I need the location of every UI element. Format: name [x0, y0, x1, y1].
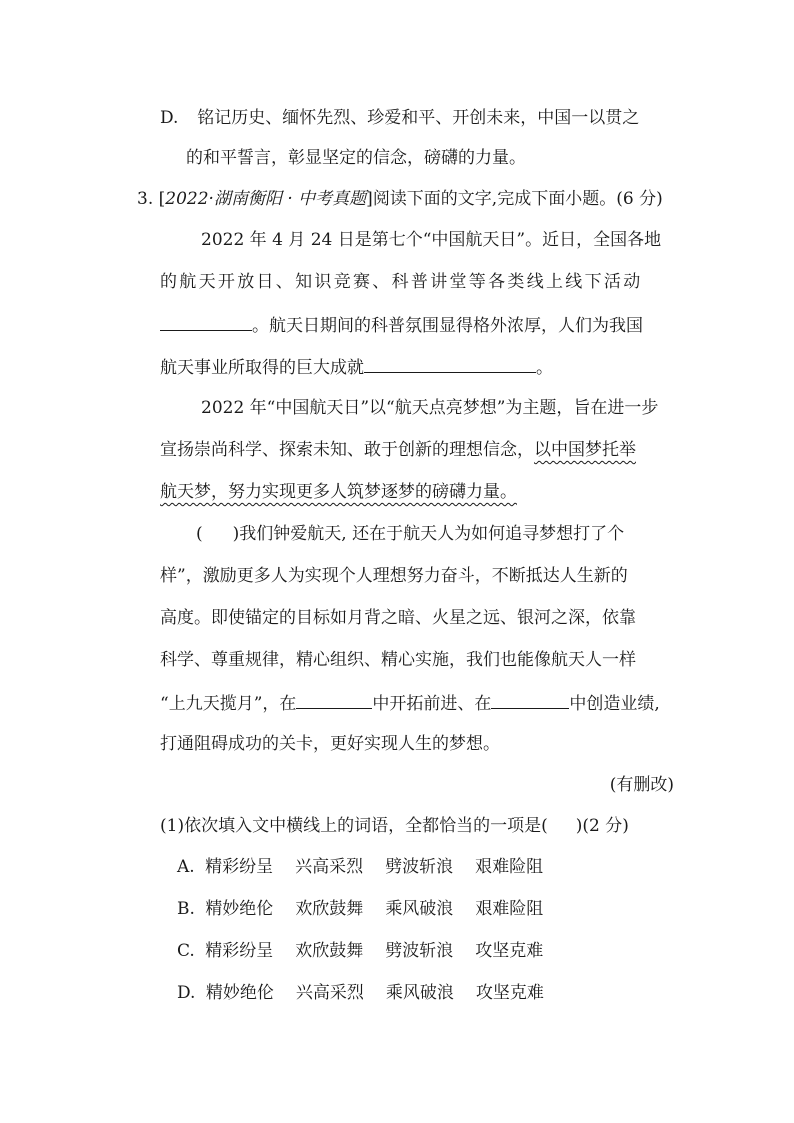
- option-text-continued: 的和平誓言，彰显坚定的信念，磅礴的力量。: [186, 148, 526, 168]
- passage-text: 中开拓前进、在: [372, 694, 492, 714]
- option-label: C.: [177, 941, 195, 961]
- option-word: 攻坚克难: [475, 983, 544, 1003]
- bracket-close: ]: [366, 189, 373, 209]
- option-word: 劈波斩浪: [385, 941, 454, 961]
- passage-text: 的航天开放日、知识竞赛、科普讲堂等各类线上线下活动: [160, 272, 643, 292]
- option-word: 欢欣鼓舞: [295, 941, 364, 961]
- prompt-text: )(2 分): [575, 816, 629, 836]
- passage-p3-line2: [160, 564, 628, 588]
- note-text: (有删改): [609, 775, 674, 795]
- paren-open: (: [196, 524, 203, 544]
- option-word: 兴高采烈: [295, 857, 364, 877]
- question-3-header: [137, 187, 663, 211]
- option-word: 艰难险阻: [475, 899, 544, 919]
- prompt-text: (1)依次填入文中横线上的词语，全都恰当的一项是(: [160, 816, 548, 836]
- passage-text: 科学、尊重规律，精心组织、精心实施，我们也能像航天人一样: [160, 650, 636, 670]
- passage-p3-line5: [160, 690, 660, 716]
- fill-blank-1[interactable]: [160, 312, 252, 331]
- bracket-open: [: [158, 189, 166, 209]
- option-word: 乘风破浪: [385, 899, 454, 919]
- passage-text: 。航天日期间的科普氛围显得格外浓厚，人们为我国: [252, 316, 643, 336]
- fill-blank-4[interactable]: [491, 690, 569, 709]
- passage-text: 中创造业绩,: [569, 694, 660, 714]
- option-word: 欢欣鼓舞: [295, 899, 364, 919]
- option-label: D.: [160, 108, 179, 128]
- option-word: 精彩纷呈: [205, 857, 274, 877]
- question-instruction: 阅读下面的文字,完成下面小题。(6 分): [372, 189, 663, 209]
- passage-text: 我们钟爱航天, 还在于航天人为如何追寻梦想打了个: [239, 524, 625, 544]
- passage-text: 宣扬崇尚科学、探索未知、敢于创新的理想信念，: [160, 440, 534, 460]
- paren-close: ): [232, 524, 240, 544]
- option-d-previous-line2: [186, 146, 526, 170]
- passage-p2-line1: [201, 396, 658, 420]
- passage-p2-line3: [160, 480, 517, 504]
- passage-p1-line2: [160, 270, 643, 294]
- option-word: 乘风破浪: [385, 983, 454, 1003]
- option-d-previous-line1: [160, 106, 639, 130]
- passage-p3-line1: [196, 522, 624, 546]
- option-b[interactable]: [177, 897, 543, 921]
- option-word: 劈波斩浪: [385, 857, 454, 877]
- fill-blank-2[interactable]: [364, 354, 536, 373]
- question-source: 2022·湖南衡阳 · 中考真题: [165, 189, 367, 209]
- option-d[interactable]: [177, 981, 544, 1005]
- option-word: 精妙绝伦: [205, 899, 274, 919]
- option-word: 艰难险阻: [475, 857, 544, 877]
- option-a[interactable]: [177, 855, 543, 879]
- option-label: B.: [177, 899, 195, 919]
- passage-p3-line6: [160, 732, 500, 756]
- question-number: 3.: [137, 189, 154, 209]
- fill-blank-3[interactable]: [296, 690, 372, 709]
- option-label: D.: [177, 983, 196, 1003]
- option-word: 精妙绝伦: [205, 983, 274, 1003]
- passage-text: 打通阻碍成功的关卡，更好实现人生的梦想。: [160, 734, 500, 754]
- passage-text: 样”，激励更多人为实现个人理想努力奋斗，不断抵达人生新的: [160, 566, 628, 586]
- passage-p3-line3: [160, 606, 636, 630]
- passage-p1-line4: [160, 354, 553, 380]
- passage-text: 2022 年“中国航天日”以“航天点亮梦想”为主题，旨在进一步: [201, 398, 659, 418]
- option-word: 精彩纷呈: [205, 941, 274, 961]
- passage-text: “上九天揽月”，在: [160, 694, 297, 714]
- option-label: A.: [177, 857, 195, 877]
- underlined-sentence: 航天梦，努力实现更多人筑梦逐梦的磅礴力量。: [160, 482, 517, 502]
- passage-text: 航天事业所取得的巨大成就: [160, 358, 364, 378]
- passage-p3-line4: [160, 648, 636, 672]
- abridged-note: [610, 773, 674, 797]
- passage-p2-line2: [160, 438, 636, 462]
- passage-text: 。: [536, 358, 553, 378]
- passage-text: 2022 年 4 月 24 日是第七个“中国航天日”。近日，全国各地: [201, 230, 662, 250]
- passage-text: 高度。即使锚定的目标如月背之暗、火星之远、银河之深，依靠: [160, 608, 636, 628]
- subquestion-1-prompt: [160, 814, 629, 838]
- option-text: 铭记历史、缅怀先烈、珍爱和平、开创未来，中国一以贯之: [197, 108, 640, 128]
- underlined-sentence: 以中国梦托举: [534, 440, 636, 460]
- passage-p1-line3: [160, 312, 643, 338]
- passage-p1-line1: [201, 228, 661, 252]
- option-c[interactable]: [177, 939, 543, 963]
- option-word: 兴高采烈: [295, 983, 364, 1003]
- option-word: 攻坚克难: [475, 941, 544, 961]
